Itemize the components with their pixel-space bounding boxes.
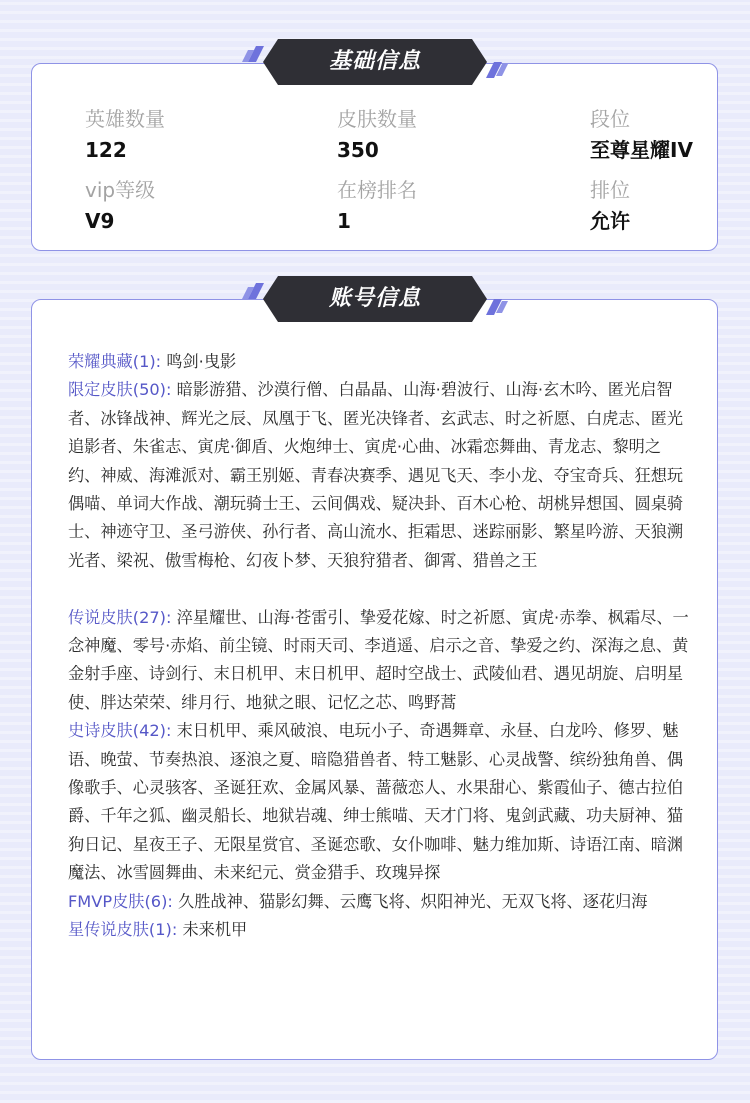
- entry-text: 淬星耀世、山海·苍雷引、挚爱花嫁、时之祈愿、寅虎·赤拳、枫霜尽、一念神魔、零号·赤焰、前尘镜、时雨天司、李逍遥、启示之音、挚爱之约、深海之息、黄金射手座、诗剑行、末日机甲、末日机甲、超时空战士、武陵仙君、遇见胡旋、启明星使、胖达荣荣、绯月行、地狱之眼、记忆之芯、鸣野蒿: [68, 607, 689, 712]
- skin-entry-star-legend: [68, 916, 693, 944]
- stat-rank-tier: [590, 106, 693, 163]
- entry-text: 暗影游猎、沙漠行僧、白晶晶、山海·碧波行、山海·玄木吟、匿光启智者、冰锋战神、辉光之辰、凤凰于飞、匿光决锋者、玄武志、时之祈愿、白虎志、匿光追影者、朱雀志、寅虎·御盾、火炮绅士、寅虎·心曲、冰霜恋舞曲、青龙志、黎明之约、神威、海滩派对、霸王别姬、青春决赛季、遇见飞天、李小龙、夺宝奇兵、狂想玩偶喵、单词大作战、潮玩骑士王、云间偶戏、疑决卦、百木心枪、胡桃异想国、圆桌骑士、神迹守卫、圣弓游侠、孙行者、高山流水、拒霜思、迷踪丽影、繁星吟游、天狼溯光者、梁祝、傲雪梅枪、幻夜卜梦、天狼狩猎者、御霄、猎兽之王: [68, 380, 684, 570]
- entry-label: 荣耀典藏(1):: [68, 352, 162, 371]
- stat-label: 皮肤数量: [337, 107, 417, 131]
- account-info-banner: [240, 275, 510, 323]
- stat-value: V9: [85, 209, 115, 233]
- entry-text: 未来机甲: [182, 920, 248, 940]
- basic-info-banner: [240, 38, 510, 86]
- entry-text: 末日机甲、乘风破浪、电玩小子、奇遇舞章、永昼、白龙吟、修罗、魅语、晚萤、节奏热浪、逐浪之夏、暗隐猎兽者、特工魅影、心灵战警、缤纷独角兽、偶像歌手、心灵骇客、圣诞狂欢、金属风暴、蔷薇恋人、水果甜心、紫霞仙子、德古拉伯爵、千年之狐、幽灵船长、地狱岩魂、绅士熊喵、天才门将、鬼剑武藏、功夫厨神、猫狗日记、星夜王子、无限星赏官、圣诞恋歌、女仆咖啡、魅力维加斯、诗语江南、暗渊魔法、冰雪圆舞曲、未来纪元、赏金猎手、玫瑰异探: [68, 721, 684, 883]
- entry-gap: [68, 575, 693, 603]
- skin-entry-epic: [68, 717, 693, 887]
- skin-entry-legend: [68, 604, 693, 718]
- stat-ranked-allowed: [590, 177, 630, 234]
- stat-value: 至尊星耀IV: [590, 138, 693, 162]
- stat-label: 英雄数量: [85, 107, 165, 131]
- skin-entry-limited: [68, 376, 693, 575]
- entry-label: 限定皮肤(50):: [68, 380, 172, 400]
- stat-hero-count: [85, 106, 165, 163]
- entry-text: 久胜战神、猫影幻舞、云鹰飞将、炽阳神光、无双飞将、逐花归海: [178, 891, 648, 911]
- stat-value: 允许: [590, 209, 630, 233]
- account-info-card: [31, 299, 718, 1060]
- entry-text: 鸣剑·曳影: [166, 352, 237, 371]
- entry-label: FMVP皮肤(6):: [68, 891, 173, 911]
- entry-label: 史诗皮肤(42):: [68, 721, 172, 741]
- stat-vip-level: [85, 177, 155, 234]
- stat-value: 350: [337, 138, 379, 162]
- stat-value: 122: [85, 138, 127, 162]
- basic-info-card: [31, 63, 718, 251]
- skin-entry-glory-collection: [68, 348, 693, 376]
- stat-value: 1: [337, 209, 351, 233]
- stat-label: 段位: [590, 107, 630, 131]
- stat-label: vip等级: [85, 178, 156, 202]
- basic-info-title: 基础信息: [328, 49, 421, 74]
- skin-entry-fmvp: [68, 888, 693, 916]
- stat-skin-count: [337, 106, 417, 163]
- entry-label: 传说皮肤(27):: [68, 607, 172, 627]
- account-info-body: [68, 348, 693, 945]
- entry-label: 星传说皮肤(1):: [68, 920, 178, 940]
- stat-leaderboard-rank: [337, 177, 417, 234]
- account-info-title: 账号信息: [328, 286, 421, 311]
- stat-label: 在榜排名: [337, 178, 417, 202]
- stat-label: 排位: [590, 178, 630, 202]
